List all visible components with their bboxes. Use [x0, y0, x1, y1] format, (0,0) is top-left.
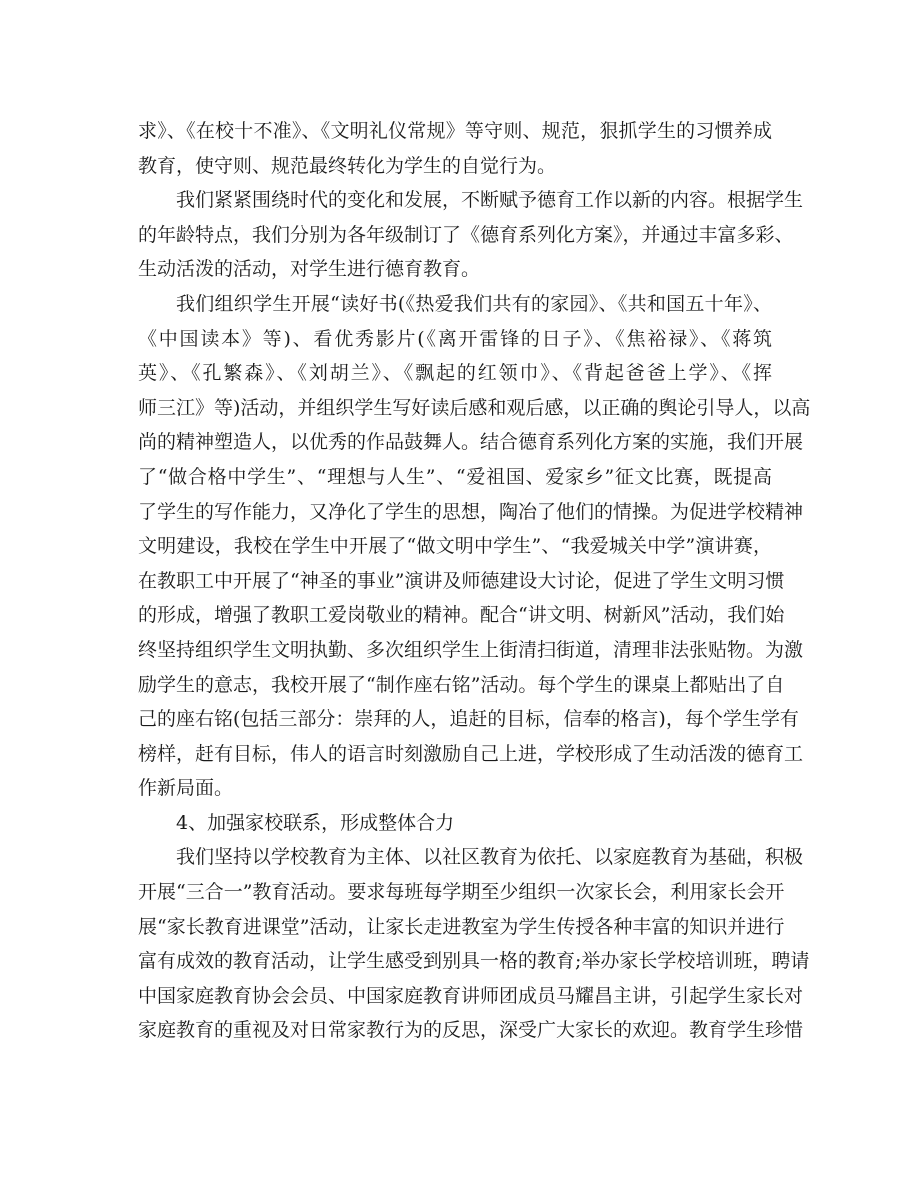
- text-line: 教育，使守则、规范最终转化为学生的自觉行为。: [138, 154, 557, 177]
- text-line: 中国家庭教育协会会员、中国家庭教育讲师团成员马耀昌主讲，引起学生家长对: [138, 984, 804, 1007]
- text-line: 4、加强家校联系，形成整体合力: [176, 811, 455, 834]
- text-line: 的形成，增强了教职工爱岗敬业的精神。配合“讲文明、树新风”活动，我们始: [138, 604, 785, 627]
- text-line: 我们组织学生开展“读好书(《热爱我们共有的家园》、《共和国五十年》、: [176, 292, 772, 315]
- text-line: 作新局面。: [138, 777, 234, 800]
- text-line: 生动活泼的活动，对学生进行德育教育。: [138, 258, 481, 281]
- text-line: 展“家长教育进课堂”活动，让家长走进教室为学生传授各种丰富的知识并进行: [138, 915, 785, 938]
- text-line: 英》、《孔繁森》、《刘胡兰》、《飘起的红领巾》、《背起爸爸上学》、《挥: [138, 362, 772, 385]
- text-line: 富有成效的教育活动，让学生感受到别具一格的教育;举办家长学校培训班，聘请: [138, 950, 810, 973]
- text-line: 开展“三合一”教育活动。要求每班每学期至少组织一次家长会，利用家长会开: [138, 881, 785, 904]
- text-line: 榜样，赶有目标，伟人的语言时刻激励自己上进，学校形成了生动活泼的德育工: [138, 742, 804, 765]
- text-line: 了学生的写作能力，又净化了学生的思想，陶冶了他们的情操。为促进学校精神: [138, 500, 804, 523]
- text-line: 《中国读本》等)、看优秀影片(《离开雷锋的日子》、《焦裕禄》、《蒋筑: [138, 327, 772, 350]
- text-line: 的年龄特点，我们分别为各年级制订了《德育系列化方案》，并通过丰富多彩、: [138, 223, 794, 246]
- text-line: 了“做合格中学生”、“理想与人生”、“爱祖国、爱家乡”征文比赛，既提高: [138, 465, 772, 488]
- text-line: 在教职工中开展了“神圣的事业”演讲及师德建设大讨论，促进了学生文明习惯: [138, 569, 785, 592]
- text-line: 我们坚持以学校教育为主体、以社区教育为依托、以家庭教育为基础，积极: [176, 846, 804, 869]
- text-line: 师三江》等)活动，并组织学生写好读后感和观后感，以正确的舆论引导人，以高: [138, 396, 811, 419]
- document-body: [138, 114, 811, 1048]
- text-line: 我们紧紧围绕时代的变化和发展，不断赋予德育工作以新的内容。根据学生: [176, 189, 804, 212]
- text-line: 求》、《在校十不准》、《文明礼仪常规》等守则、规范，狠抓学生的习惯养成: [138, 120, 772, 142]
- text-line: 尚的精神塑造人，以优秀的作品鼓舞人。结合德育系列化方案的实施，我们开展: [138, 431, 804, 454]
- text-line: 文明建设，我校在学生中开展了“做文明中学生”、“我爱城关中学”演讲赛，: [138, 535, 772, 558]
- text-line: 终坚持组织学生文明执勤、多次组织学生上街清扫街道，清理非法张贴物。为激: [138, 638, 804, 661]
- text-line: 家庭教育的重视及对日常家教行为的反思，深受广大家长的欢迎。教育学生珍惜: [138, 1019, 804, 1042]
- text-line: 己的座右铭(包括三部分：崇拜的人，追赶的目标，信奉的格言)，每个学生学有: [138, 708, 799, 731]
- text-line: 励学生的意志，我校开展了“制作座右铭”活动。每个学生的课桌上都贴出了自: [138, 673, 785, 696]
